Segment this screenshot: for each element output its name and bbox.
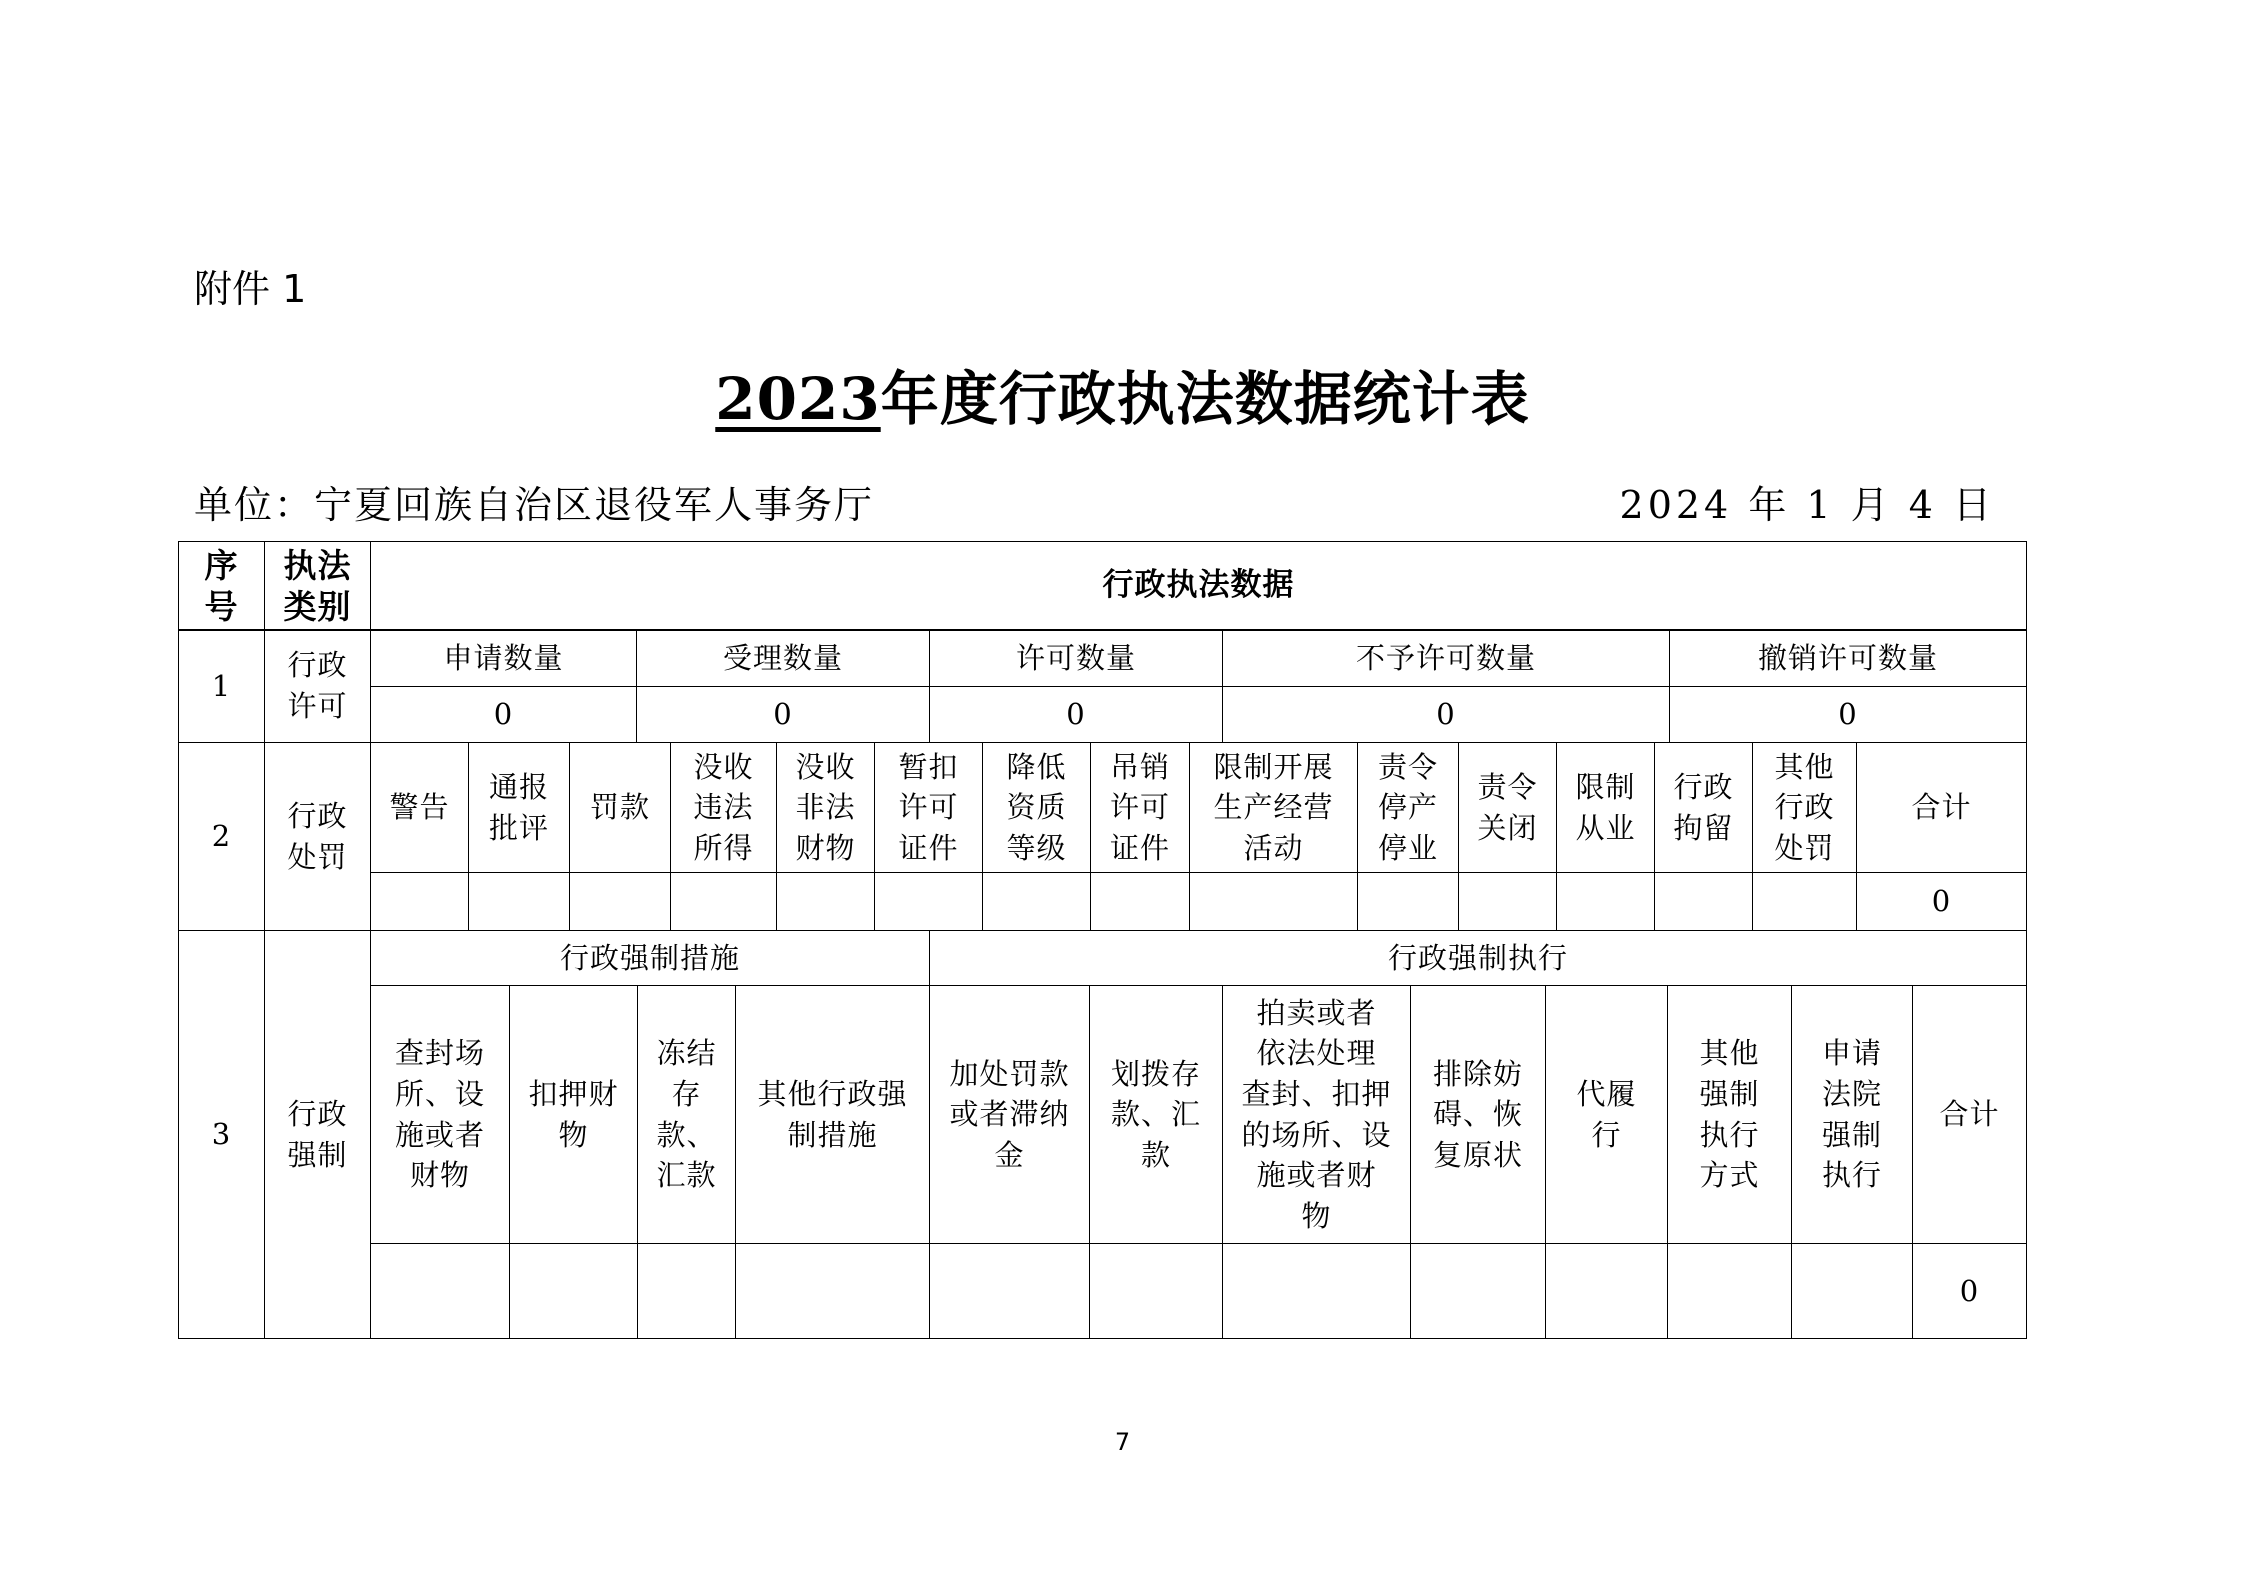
penalty-header: 通报 批评	[469, 743, 570, 873]
penalty-header: 责令 停产 停业	[1358, 743, 1459, 873]
title-year: 2023	[715, 365, 881, 433]
enforcement-header: 排除妨 碍、恢 复原状	[1411, 986, 1546, 1244]
permit-header: 受理数量	[637, 630, 930, 687]
penalty-header: 罚款	[570, 743, 671, 873]
penalty-value	[875, 873, 983, 931]
penalty-total: 0	[1857, 873, 2027, 931]
row1-seq: 1	[179, 630, 265, 743]
row3-category: 行政 强制	[265, 931, 371, 1339]
enforcement-header-total: 合计	[1913, 986, 2027, 1244]
section-permit	[178, 629, 2027, 743]
group-execution: 行政强制执行	[930, 931, 2027, 986]
permit-header: 撤销许可数量	[1670, 630, 2027, 687]
penalty-header: 暂扣 许可 证件	[875, 743, 983, 873]
enforcement-value	[1090, 1244, 1223, 1339]
date-line: 2024 年 1 月 4 日	[1619, 483, 1995, 527]
penalty-value	[983, 873, 1091, 931]
enforcement-value	[930, 1244, 1090, 1339]
penalty-value	[1190, 873, 1358, 931]
enforcement-header: 查封场 所、设 施或者 财物	[371, 986, 510, 1244]
penalty-value	[1459, 873, 1557, 931]
permit-value: 0	[1670, 687, 2027, 743]
penalty-header-total: 合计	[1857, 743, 2027, 873]
penalty-value	[777, 873, 875, 931]
row3-seq: 3	[179, 931, 265, 1339]
enforcement-value	[1223, 1244, 1411, 1339]
permit-value: 0	[371, 687, 637, 743]
permit-header: 不予许可数量	[1223, 630, 1670, 687]
penalty-header: 其他 行政 处罚	[1753, 743, 1857, 873]
penalty-header: 没收 违法 所得	[671, 743, 777, 873]
enforcement-header: 扣押财 物	[510, 986, 638, 1244]
permit-value: 0	[930, 687, 1223, 743]
row2-seq: 2	[179, 743, 265, 931]
penalty-value	[469, 873, 570, 931]
enforcement-value	[1792, 1244, 1913, 1339]
penalty-value	[371, 873, 469, 931]
enforcement-header: 加处罚款 或者滞纳 金	[930, 986, 1090, 1244]
header-data: 行政执法数据	[371, 542, 2027, 631]
enforcement-header: 拍卖或者 依法处理 查封、扣押 的场所、设 施或者财 物	[1223, 986, 1411, 1244]
enforcement-value	[736, 1244, 930, 1339]
enforcement-header: 冻结 存 款、 汇款	[638, 986, 736, 1244]
penalty-value	[1091, 873, 1190, 931]
title-text: 年度行政执法数据统计表	[880, 365, 1530, 433]
penalty-header: 责令 关闭	[1459, 743, 1557, 873]
enforcement-value	[1546, 1244, 1668, 1339]
penalty-header: 限制 从业	[1557, 743, 1655, 873]
penalty-header: 警告	[371, 743, 469, 873]
penalty-value	[570, 873, 671, 931]
penalty-value	[671, 873, 777, 931]
penalty-value	[1753, 873, 1857, 931]
enforcement-header: 划拨存 款、汇 款	[1090, 986, 1223, 1244]
enforcement-header: 代履 行	[1546, 986, 1668, 1244]
enforcement-total: 0	[1913, 1244, 2027, 1339]
penalty-header: 吊销 许可 证件	[1091, 743, 1190, 873]
group-measures: 行政强制措施	[371, 931, 930, 986]
unit-line: 单位：宁夏回族自治区退役军人事务厅	[194, 483, 875, 527]
enforcement-value	[371, 1244, 510, 1339]
page-title	[0, 352, 2245, 436]
enforcement-value	[638, 1244, 736, 1339]
enforcement-header: 其他 强制 执行 方式	[1668, 986, 1792, 1244]
penalty-header: 限制开展 生产经营 活动	[1190, 743, 1358, 873]
penalty-header: 降低 资质 等级	[983, 743, 1091, 873]
enforcement-header: 其他行政强 制措施	[736, 986, 930, 1244]
penalty-value	[1358, 873, 1459, 931]
permit-value: 0	[1223, 687, 1670, 743]
page-number: 7	[1114, 1428, 1131, 1456]
section-enforcement	[178, 930, 2027, 1339]
penalty-value	[1655, 873, 1753, 931]
attachment-label: 附件 1	[194, 267, 307, 311]
header-category: 执法 类别	[265, 542, 371, 631]
permit-header: 申请数量	[371, 630, 637, 687]
section-penalty	[178, 742, 2027, 931]
permit-value: 0	[637, 687, 930, 743]
enforcement-value	[510, 1244, 638, 1339]
penalty-header: 没收 非法 财物	[777, 743, 875, 873]
penalty-value	[1557, 873, 1655, 931]
row1-category: 行政 许可	[265, 630, 371, 743]
header-seq: 序 号	[179, 542, 265, 631]
enforcement-header: 申请 法院 强制 执行	[1792, 986, 1913, 1244]
penalty-header: 行政 拘留	[1655, 743, 1753, 873]
table-header	[178, 541, 2027, 631]
enforcement-value	[1668, 1244, 1792, 1339]
permit-header: 许可数量	[930, 630, 1223, 687]
row2-category: 行政 处罚	[265, 743, 371, 931]
enforcement-value	[1411, 1244, 1546, 1339]
